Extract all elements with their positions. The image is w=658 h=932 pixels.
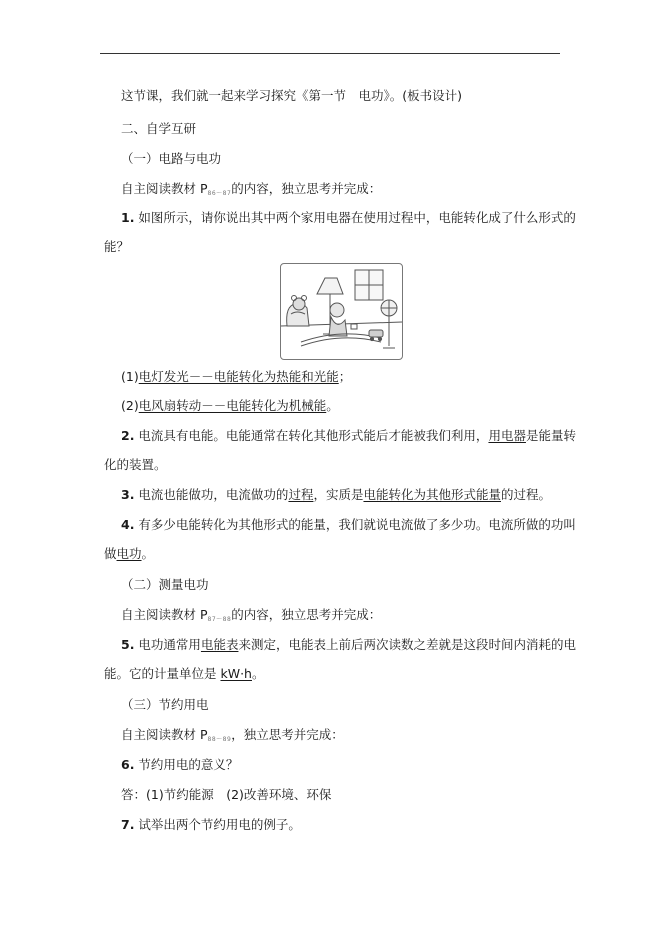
- question-number: 6.: [121, 757, 135, 772]
- answer-1-2: (2)电风扇转动－－电能转化为机械能。: [121, 398, 339, 413]
- section2-heading: 二、自学互研: [121, 121, 197, 136]
- page-range: 88～89: [207, 736, 232, 743]
- answer-6: 答：(1)节约能源 (2)改善环境、环保: [121, 787, 332, 802]
- filled-answer: 电能表: [200, 637, 239, 652]
- part2-heading: （二）测量电功: [121, 577, 209, 592]
- part3-heading: （三）节约用电: [121, 697, 209, 712]
- question-6: 6. 节约用电的意义？: [121, 757, 239, 772]
- filled-answer: 电风扇转动－－电能转化为机械能: [138, 398, 327, 413]
- part1-reading-instruction: 自主阅读教材 $P_{86\sim 87}$的内容，独立思考并完成：: [121, 181, 382, 197]
- question-3: 3. 电流也能做功，电流做功的过程，实质是电能转化为其他形式能量的过程。: [121, 487, 551, 502]
- question-number: 5.: [121, 637, 135, 652]
- question-number: 2.: [121, 428, 135, 443]
- page-range: 86～87: [207, 190, 232, 197]
- question-7: 7. 试举出两个节约用电的例子。: [121, 817, 301, 832]
- filled-answer: 电灯发光－－电能转化为热能和光能: [138, 369, 339, 384]
- part1-heading: （一）电路与电功: [121, 151, 222, 166]
- question-5-line-b: 能。它的计量单位是 kW·h。: [104, 666, 265, 681]
- illustration-svg: [281, 264, 402, 359]
- filled-answer: 电功: [116, 546, 142, 561]
- intro-line: [121, 88, 462, 104]
- answer-1-1: (1)电灯发光－－电能转化为热能和光能；: [121, 369, 352, 384]
- filled-answer: kW·h: [220, 666, 252, 681]
- header-rule: [100, 53, 560, 54]
- question-number: 3.: [121, 487, 135, 502]
- question-2-line-b: 化的装置。: [104, 457, 167, 472]
- question-1-line-a: 1. 如图所示，请你说出其中两个家用电器在使用过程中，电能转化成了什么形式的: [121, 210, 576, 225]
- intro-text: 这节课，我们就一起来学习探究《第一节 电功》。(板书设计): [121, 88, 463, 103]
- filled-answer: 用电器: [488, 428, 526, 443]
- page-range: 87～88: [207, 616, 232, 623]
- question-1-line-b: 能？: [104, 239, 130, 254]
- part2-reading-instruction: 自主阅读教材 $P_{87\sim 88}$的内容，独立思考并完成：: [121, 607, 382, 623]
- question-4-line-a: 4. 有多少电能转化为其他形式的能量，我们就说电流做了多少功。电流所做的功叫: [121, 517, 576, 532]
- question-4-line-b: 做电功。: [104, 546, 155, 561]
- question-number: 1.: [121, 210, 135, 225]
- question-5-line-a: 5. 电功通常用电能表来测定，电能表上前后两次读数之差就是这段时间内消耗的电: [121, 637, 576, 652]
- filled-answer: 过程: [288, 487, 314, 502]
- filled-answer: 电能转化为其他形式能量: [363, 487, 501, 502]
- part3-reading-instruction: 自主阅读教材 $P_{88\sim 89}$，独立思考并完成：: [121, 727, 344, 743]
- question-number: 4.: [121, 517, 135, 532]
- household-appliances-illustration: [280, 263, 403, 360]
- question-2-line-a: 2. 电流具有电能。电能通常在转化其他形式能后才能被我们利用，用电器是能量转: [121, 428, 576, 443]
- question-number: 7.: [121, 817, 135, 832]
